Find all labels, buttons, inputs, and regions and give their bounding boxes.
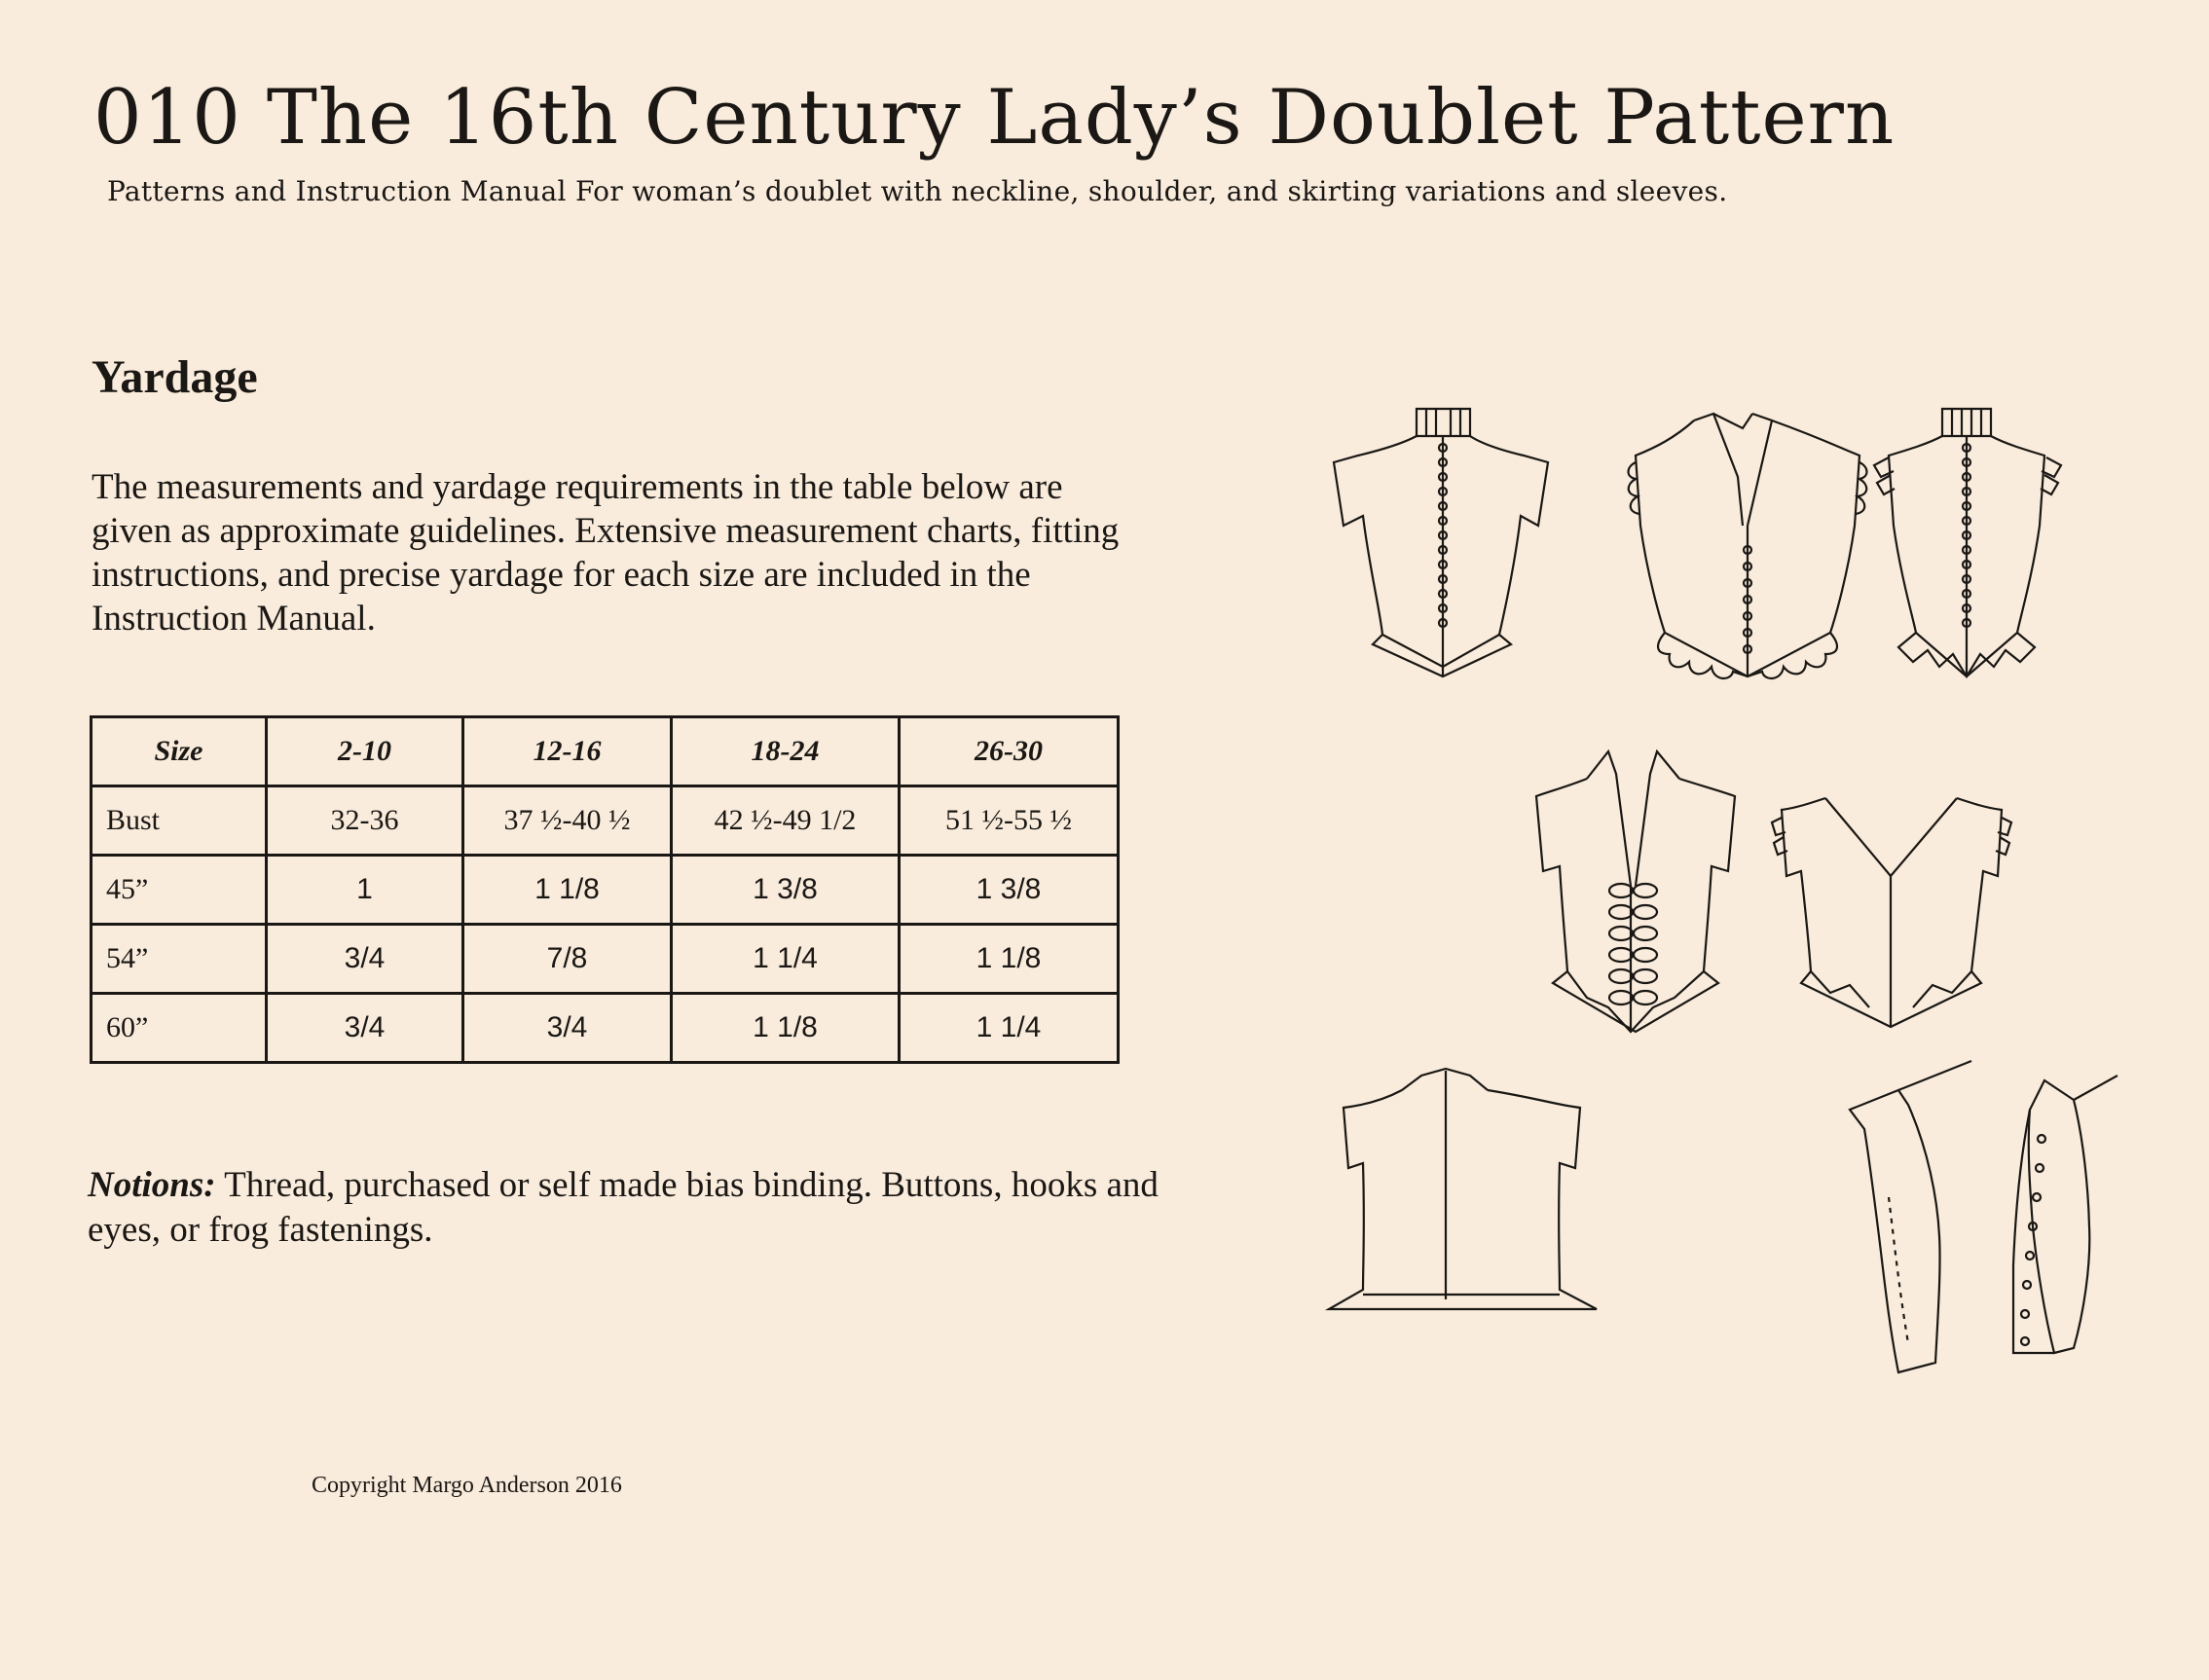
yardage-heading: Yardage [92, 351, 258, 403]
doublet-v-neck-plain-illustration [1772, 798, 2011, 1027]
sleeve-buttoned-illustration [2013, 1076, 2117, 1353]
header-cell-size-26-30: 26-30 [900, 717, 1119, 786]
doublet-illustrations [1305, 389, 2161, 1382]
table-cell: 7/8 [463, 925, 672, 994]
table-cell: 32-36 [267, 786, 463, 856]
table-cell: 1 1/4 [900, 994, 1119, 1063]
row-label-45: 45” [92, 856, 267, 925]
table-cell: 1 1/8 [900, 925, 1119, 994]
yardage-table [90, 715, 1120, 1064]
row-label-60: 60” [92, 994, 267, 1063]
header-cell-size-12-16: 12-16 [463, 717, 672, 786]
table-cell: 1 3/8 [672, 856, 900, 925]
header-cell-size-2-10: 2-10 [267, 717, 463, 786]
sleeve-illustration [1850, 1061, 1971, 1372]
table-cell: 3/4 [267, 994, 463, 1063]
copyright-notice: Copyright Margo Anderson 2016 [312, 1473, 622, 1498]
row-label-54: 54” [92, 925, 267, 994]
table-row-54 [92, 925, 1119, 994]
notions-label: Notions: [88, 1165, 216, 1205]
table-cell: 37 ½-40 ½ [463, 786, 672, 856]
pattern-title [93, 74, 2138, 162]
table-header-row [92, 717, 1119, 786]
pattern-title-text: The 16th Century Lady’s Doublet Pattern [266, 74, 1896, 162]
header-cell-size: Size [92, 717, 267, 786]
doublet-v-neck-frog-illustration [1536, 751, 1735, 1032]
table-cell: 1 1/8 [463, 856, 672, 925]
table-cell: 1 [267, 856, 463, 925]
table-cell: 1 1/8 [672, 994, 900, 1063]
table-row-45 [92, 856, 1119, 925]
frog-fastenings [1609, 884, 1657, 1004]
table-row-bust [92, 786, 1119, 856]
table-cell: 1 1/4 [672, 925, 900, 994]
header-cell-size-18-24: 18-24 [672, 717, 900, 786]
doublet-front-puffed-sleeve-illustration [1874, 409, 2061, 676]
yardage-intro: The measurements and yardage requirements in the table below are given as approximate guidelines. Extensive measurement charts, fitting instructions, and precise yardage for each size are included in the Instruction Manual. [92, 467, 1120, 639]
doublet-back-view-illustration [1329, 1069, 1597, 1309]
table-cell: 42 ½-49 1/2 [672, 786, 900, 856]
table-cell: 3/4 [267, 925, 463, 994]
pattern-header [93, 74, 2138, 207]
table-row-60 [92, 994, 1119, 1063]
table-cell: 51 ½-55 ½ [900, 786, 1119, 856]
table-cell: 1 3/8 [900, 856, 1119, 925]
table-cell: 3/4 [463, 994, 672, 1063]
pattern-subtitle: Patterns and Instruction Manual For woman’s doublet with neckline, shoulder, and skirting variations and sleeves. [107, 175, 1728, 207]
pattern-number: 010 [93, 74, 241, 162]
doublet-front-open-collar-illustration [1629, 414, 1867, 678]
doublet-front-high-collar-illustration [1334, 409, 1548, 676]
row-label-bust: Bust [92, 786, 267, 856]
notions-text [88, 1163, 1178, 1253]
notions-body: Thread, purchased or self made bias binding. Buttons, hooks and eyes, or frog fastenings. [88, 1165, 1159, 1250]
